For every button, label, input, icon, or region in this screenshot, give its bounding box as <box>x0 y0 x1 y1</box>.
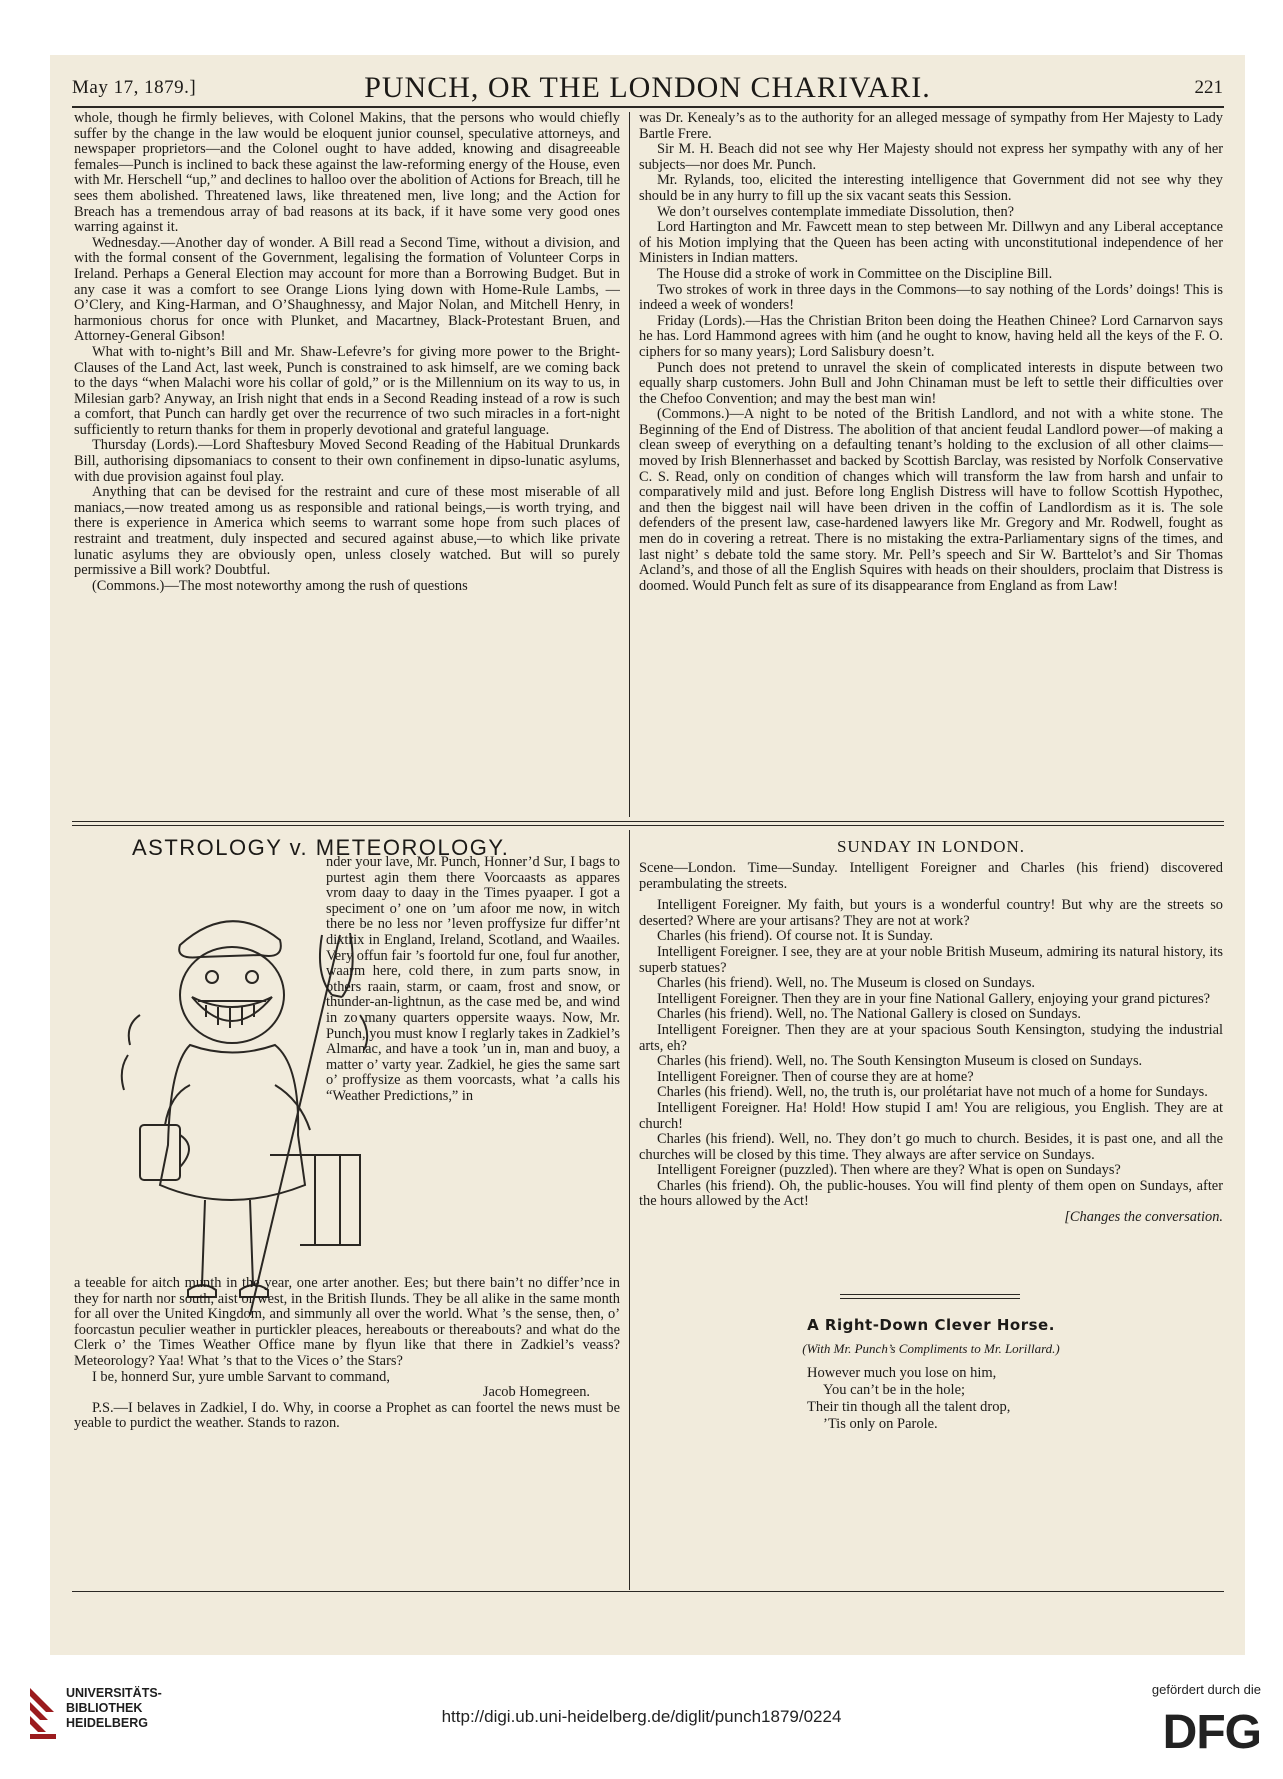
dialogue-line: Intelligent Foreigner. Then of course they are at home? <box>657 1068 974 1085</box>
poem-line: You can’t be in the hole; <box>823 1382 966 1398</box>
paragraph: Sir M. H. Beach did not see why Her Majesty should not express her sympathy with any of her subjects—nor does Mr. Punch. <box>639 141 1223 173</box>
eye-left <box>206 971 218 983</box>
source-url-link[interactable]: http://digi.ub.uni-heidelberg.de/diglit/punch1879/0224 <box>441 1707 842 1726</box>
library-name-line: UNIVERSITÄTS- <box>66 1686 162 1700</box>
paragraph: Thursday (Lords).—Lord Shaftesbury Moved Second Reading of the Habitual Drunkards Bill, authorising dipsomaniacs to consent to their own confinement in dipso-lunatic asylums, with due provision against foul play. <box>74 437 620 485</box>
stage-direction: [Changes the conversation. <box>1064 1209 1223 1226</box>
paragraph: a teeable for aitch munth in the year, one arter another. Ees; but there bain’t no differ’nce in they for narth nor south, aist or west, in the British Ilunds. They be all alike in the same month for all over the United Kingdom, and simmunly all over the world. What ’s the sense, then, o’ foorcastun peculier weather in purtickler pleaces, hereabouts or thereabouts? and what do the Clerk o’ the Times Weather Office mane by flyun like that there in Zadkiel’s veass? Meteorology? Yaa! What ’s that to the Vices o’ the Stars? <box>74 1276 620 1369</box>
poem-line: Their tin though all the talent drop, <box>807 1399 1011 1415</box>
letter-opening: nder your lave, Mr. Punch, Honner’d Sur, I bags to purtest agin them there Voorcaasts as appares vrom daay to daay in the Times pyaaper. I got a speciment o’ one on ’um afoor me now, in witch there be no less nor ’leven proffysize fur differ’nt dixtrix in England, Ireland, Scotland, and Waailes. Very offun fair ’s foortold fur one, foul fur another, waarm here, cold there, in zum parts snow, in others raain, starm, or caam, frost and snow, or thunder-an-lightnun, as the case med be, and wind in zo many quarters oppersite waays. Now, Mr. Punch, you must know I reglarly takes in Zadkiel’s Almanac, and have a took ’un in, man and buoy, a matter o’ varty year. Zadkiel, he gies the same sart o’ proffysize as them voorcasts, what ’a calls his “Weather Predictions,” in <box>326 855 620 1104</box>
poem-dedication: (With Mr. Punch’s Compliments to Mr. Lorillard.) <box>802 1341 1060 1356</box>
column-divider-bottom <box>629 830 630 1590</box>
dialogue-line: Intelligent Foreigner. My faith, but yours is a wonderful country! But why are the streets so deserted? Where are your artisans? They are not at work? <box>639 897 1223 929</box>
divider-rule <box>840 1294 1020 1295</box>
eye-right <box>246 971 258 983</box>
horse-poem <box>639 1317 1223 1497</box>
scene-setting: Scene—London. Time—Sunday. Intelligent Foreigner and Charles (his friend) discovered perambulating the streets. <box>639 861 1223 892</box>
astrology-letter-wrapped <box>326 855 620 1275</box>
paragraph: Lord Hartington and Mr. Fawcett mean to step between Mr. Dillwyn and any Liberal acceptance of his Motion implying that the Queen has been acting with unconstitutional independence of her Ministers in Indian matters. <box>639 219 1223 267</box>
dialogue-line: Charles (his friend). Well, no. The South Kensington Museum is closed on Sundays. <box>657 1053 1143 1070</box>
paragraph: Anything that can be devised for the restraint and cure of these most miserable of all maniacs,—now treated among us as responsible and rational beings,—is worth trying, and there is experience in America which seems to warrant some hope from such places of restraint and treatment, duly inspected and secured against abuse,—to which like private lunatic asylums they are obviously open, unless closely watched. But will so purely permissive a Bill work? Doubtful. <box>74 484 620 579</box>
paragraph: Punch does not pretend to unravel the skein of complicated interests in dispute between two equally sharp customers. John Bull and John Chinaman must be left to settle their difficulties over the Chefoo Convention; and may the best man win! <box>639 359 1223 407</box>
paragraph: was Dr. Kenealy’s as to the authority for an alleged message of sympathy from Her Majesty to Lady Bartle Frere. <box>639 111 1223 142</box>
poem-line: ’Tis only on Parole. <box>823 1416 938 1432</box>
dialogue-line: Charles (his friend). Well, no, the truth is, our prolétariat have not much of a home for Sundays. <box>657 1084 1208 1101</box>
head <box>180 947 284 1043</box>
parliament-column-left <box>74 111 620 816</box>
dialogue-line: Charles (his friend). Well, no. They don’t go much to church. Besides, it is past one, and all the churches will be closed by this time. They always are after service on Sundays. <box>639 1131 1223 1163</box>
paragraph: whole, though he firmly believes, with Colonel Makins, that the persons who would chiefly suffer by the change in the law would be eloquent junior counsel, speculative attorneys, and newspaper proprietors—and the Colonel ought to have added, knowing and disagreeable females—Punch is inclined to back these against the law-reforming energy of the House, even with Mr. Herschell “up,” and declines to halloo over the abolition of Actions for Breach, till he sees them abolished. Threatened laws, like threatened men, live long; and the Action for Breach has a tremendous array of bad reasons at its back, if it have some very good ones warring against it. <box>74 111 620 236</box>
legs <box>202 1200 253 1285</box>
section-rule <box>72 825 1224 826</box>
sunday-title: SUNDAY IN LONDON. <box>836 837 1026 856</box>
paragraph: Mr. Rylands, too, elicited the interesting intelligence that Government did not see why they should be in any hurry to fill up the six vacant seats this Session. <box>639 172 1223 204</box>
page-bottom-rule <box>72 1591 1224 1592</box>
dfg-logo: DFG <box>1162 1706 1261 1759</box>
divider-rule <box>840 1298 1020 1299</box>
funding-label: gefördert durch die <box>1151 1682 1261 1697</box>
section-rule <box>72 821 1224 822</box>
newspaper-page <box>50 55 1245 1655</box>
dialogue-line: Intelligent Foreigner (puzzled). Then where are they? What is open on Sundays? <box>657 1162 1121 1179</box>
paragraph: What with to-night’s Bill and Mr. Shaw-Lefevre’s for giving more power to the Bright-Clauses of the Land Act, last week, Punch is constrained to ask himself, are we coming back to the days “when Malachi wore his collar of gold,” or is the Millennium on its way to us, in Milesian garb? Anyway, an Irish night that ends in a Second Reading instead of a row is such a comfort, that Punch can hardly get over the recurrence of two such miracles in a fort-night sufficiently to return thanks for them in properly devotional and grateful language. <box>74 343 620 438</box>
library-name-line: HEIDELBERG <box>66 1716 148 1730</box>
astrology-letter-continued <box>74 1276 620 1588</box>
masthead-title: PUNCH, OR THE LONDON CHARIVARI. <box>364 71 931 104</box>
dialogue-line: Intelligent Foreigner. Then they are in your fine National Gallery, enjoying your grand pictures? <box>657 990 1211 1007</box>
paragraph: Wednesday.—Another day of wonder. A Bill read a Second Time, without a division, and with the formal consent of the Government, legalising the formation of Volunteer Corps in Ireland. Perhaps a General Election may account for more than a Borrowing Budget. But in any case it was a comfort to see Orange Lions lying down with Home-Rule Lambs, — O’Clery, and King-Harman, and O’Shaughnessy, and Major Nolan, and Mitchell Henry, in harmonious chorus for once with Plunket, and Macartney, Black-Protestant Bruen, and Attorney-General Gibson! <box>74 234 620 345</box>
paragraph: The House did a stroke of work in Committee on the Discipline Bill. <box>657 265 1053 282</box>
tankard <box>140 1125 180 1180</box>
paragraph: We don’t ourselves contemplate immediate Dissolution, then? <box>657 203 1015 220</box>
parliament-column-right <box>639 111 1223 816</box>
dialogue-line: Charles (his friend). Oh, the public-houses. You will find plenty of them open on Sundays, after the hours allowed by the Act! <box>639 1177 1223 1210</box>
astrology-title: ASTROLOGY v. METEOROLOGY. <box>132 835 510 860</box>
dialogue-line: Intelligent Foreigner. Ha! Hold! How stupid I am! You are religious, you English. They are at church! <box>639 1099 1223 1132</box>
sunday-dialogue <box>639 861 1223 1277</box>
letter-postscript: P.S.—I belaves in Zadkiel, I do. Why, in coorse a Prophet as can foortel the news must be yeable to purdict the weather. Stands to razon. <box>74 1399 620 1432</box>
poem-title: A Right-Down Clever Horse. <box>807 1317 1055 1334</box>
letter-signature: Jacob Homegreen. <box>482 1384 590 1401</box>
issue-date: May 17, 1879.] <box>72 77 197 98</box>
paragraph: Friday (Lords).—Has the Christian Briton been doing the Heathen Chinee? Lord Carnarvon says he has. Lord Hammond agrees with him (and he ought to know, having held all the keys of the F. O. ciphers for so many years); Lord Salisbury doesn’t. <box>639 312 1223 360</box>
column-divider-top <box>629 112 630 817</box>
hat <box>179 921 281 957</box>
paragraph: (Commons.)—A night to be noted of the British Landlord, and not with a white stone. The Beginning of the End of Distress. The abolition of that ancient feudal Landlord power—of making a clean sweep of everything on a defaulting tenant’s holding to the exclusion of all other claims—moved by Irish Blennerhasset and backed by Scottish Barclay, was resisted by Norfolk Conservative C. S. Read, only on condition of changes which will transform the law from harsh and unfair to comparatively mild and just. Before long English Distress will have to follow Scottish Hypothec, and then the biggest nail will have been driven in the coffin of Landlordism as it is. The sole defenders of the present law, case-hardened lawyers like Mr. Gregory and Mr. Rodwell, fought as men do in covering a retreat. There is no mistaking the extra-Parliamentary signs of the times, and last night’ s debate told the same story. Mr. Pell’s speech and Sir W. Barttelot’s and Sir Thomas Acland’s, and those of all the English Squires with heads on their shoulders, proclaim that Distress is doomed. Would Punch felt as sure of its disappearance from England as from Law! <box>639 406 1223 594</box>
paragraph: Two strokes of work in three days in the Commons—to say nothing of the Lords’ doings! This is indeed a week of wonders! <box>639 281 1223 314</box>
page-number: 221 <box>1194 77 1223 98</box>
dialogue-line: Intelligent Foreigner. I see, they are at your noble British Museum, admiring its natural history, its superb statues? <box>639 943 1223 976</box>
library-name-line: BIBLIOTHEK <box>66 1701 143 1715</box>
letter-closing: I be, honnerd Sur, yure umble Sarvant to command, <box>92 1368 390 1385</box>
dialogue-line: Charles (his friend). Well, no. The National Gallery is closed on Sundays. <box>657 1006 1081 1023</box>
dialogue-line: Charles (his friend). Well, no. The Museum is closed on Sundays. <box>657 975 1036 992</box>
paragraph: (Commons.)—The most noteworthy among the rush of questions <box>92 577 468 594</box>
header-rule <box>72 106 1224 108</box>
page-header <box>50 65 1245 105</box>
poem-line: However much you lose on him, <box>807 1365 997 1381</box>
dialogue-line: Charles (his friend). Of course not. It is Sunday. <box>657 928 934 945</box>
dialogue-line: Intelligent Foreigner. Then they are at your spacious South Kensington, studying the industrial arts, eh? <box>639 1021 1223 1054</box>
